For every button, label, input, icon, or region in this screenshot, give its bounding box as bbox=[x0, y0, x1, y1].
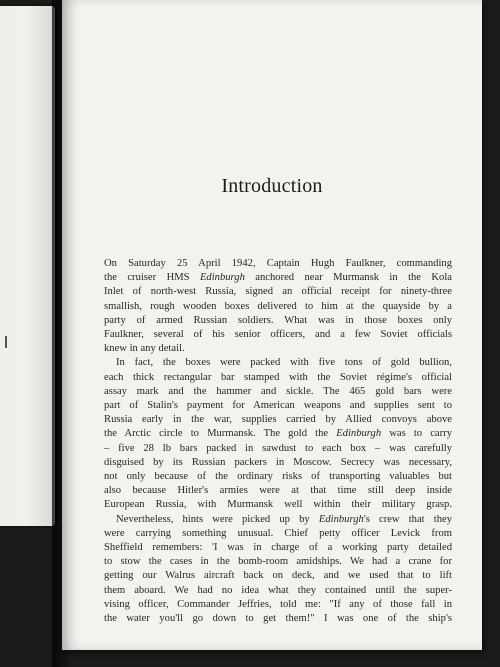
text-line: assay mark and the hammer and sickle. The 465 gold bars were bbox=[104, 385, 452, 397]
text-line: not only because of the ordinary risks of transporting valuables but bbox=[104, 471, 452, 483]
facing-page-edge bbox=[0, 6, 55, 526]
body-text bbox=[104, 257, 452, 626]
text-line: In fact, the boxes were packed with five tons of gold bullion, bbox=[116, 357, 452, 369]
chapter-title: Introduction bbox=[221, 175, 323, 197]
text-line: Sheffield remembers: 'I was in charge of a working party detailed bbox=[104, 542, 452, 554]
text-line: the water you'll go down to get them!" I was one of the ship's bbox=[104, 613, 452, 625]
text-line: disguised by its Russian packers in Moscow. Secrecy was necessary, bbox=[104, 456, 452, 468]
text-line: European Russia, with Murmansk well within their military grasp. bbox=[104, 499, 452, 511]
italic-text: Edinburgh bbox=[199, 272, 245, 284]
text-line: knew in any detail. bbox=[104, 343, 185, 355]
text-line: getting our Walrus aircraft back on deck, and we used that to lift bbox=[104, 570, 452, 582]
book-page bbox=[62, 0, 482, 650]
text-line: Nevertheless, hints were picked up by Edinburgh's crew that they bbox=[116, 513, 452, 525]
italic-text: Edinburgh bbox=[318, 513, 364, 525]
italic-text: Edinburgh bbox=[336, 428, 382, 440]
text-line: each thick rectangular bar stamped with the Soviet régime's official bbox=[104, 371, 452, 383]
text-line: part of Stalin's payment for American weapons and supplies sent to bbox=[104, 400, 452, 412]
text-line: the Arctic circle to Murmansk. The gold the Edinburgh was to carry bbox=[104, 428, 452, 440]
text-line: vising officer, Commander Jeffries, told me: "If any of those fall in bbox=[104, 598, 452, 610]
text-line: smallish, rough wooden boxes delivered to him at the quayside by a bbox=[104, 300, 452, 312]
text-line: On Saturday 25 April 1942, Captain Hugh Faulkner, commanding bbox=[104, 258, 452, 269]
facing-page-mark bbox=[5, 336, 7, 348]
text-line: – five 28 lb bars packed in sawdust to each box – was carefully bbox=[104, 442, 452, 454]
text-line: Russia early in the war, supplies carried by Allied convoys above bbox=[104, 414, 452, 426]
text-line: party of armed Russian soldiers. What was in those boxes only bbox=[104, 314, 452, 326]
text-line: them aboard. We had no idea what they contained until the super- bbox=[104, 584, 452, 596]
text-line: were carrying something unusual. Chief petty officer Levick from bbox=[104, 527, 452, 539]
text-line: Faulkner, several of his senior officers, and a few Soviet officials bbox=[104, 329, 452, 341]
text-line: Inlet of north-west Russia, signed an official receipt for ninety-three bbox=[104, 286, 452, 298]
text-line: the cruiser HMS Edinburgh anchored near Murmansk in the Kola bbox=[104, 272, 453, 284]
text-line: to stow the cases in the bomb-room amidships. We had a crane for bbox=[104, 556, 452, 568]
paragraph bbox=[104, 356, 452, 512]
paragraph bbox=[104, 513, 452, 627]
paragraph bbox=[104, 257, 452, 356]
text-line: also because Hitler's armies were at that time still deep inside bbox=[104, 485, 452, 497]
